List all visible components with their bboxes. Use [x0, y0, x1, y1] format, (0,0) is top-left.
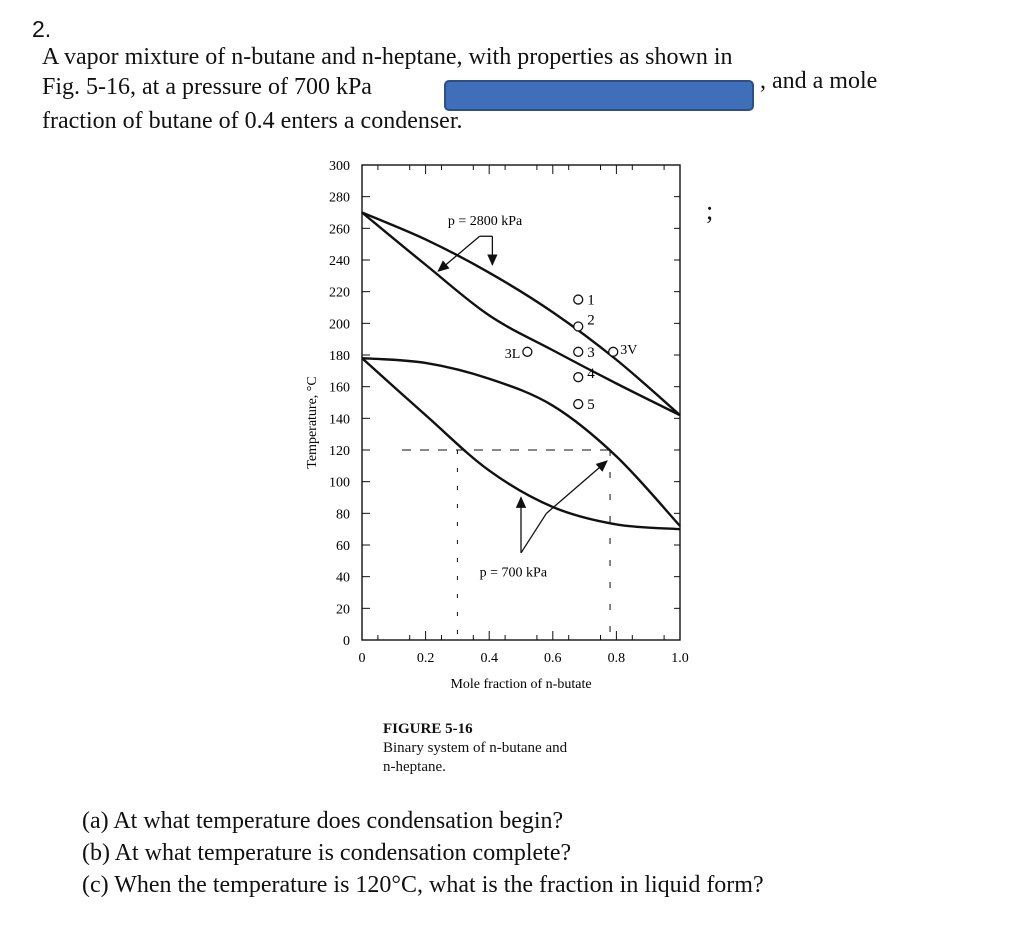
x-tick-label: 0.8	[607, 651, 626, 666]
problem-text-line-2: Fig. 5-16, at a pressure of 700 kPa	[42, 74, 372, 100]
y-tick-label: 180	[329, 349, 350, 364]
question-b: (b) At what temperature is condensation complete?	[82, 840, 572, 866]
pressure-label-2800: p = 2800 kPa	[447, 214, 523, 230]
pressure-label-700: p = 700 kPa	[479, 565, 548, 581]
problem-text-line-1: A vapor mixture of n-butane and n-heptane, with properties as shown in	[42, 44, 733, 70]
question-c: (c) When the temperature is 120°C, what is the fraction in liquid form?	[82, 872, 764, 898]
chart-axes	[305, 159, 689, 692]
y-tick-label: 120	[329, 444, 350, 459]
y-tick-label: 160	[329, 380, 350, 396]
question-a: (a) At what temperature does condensation begin?	[82, 808, 564, 834]
point-label-3: 3	[587, 344, 595, 361]
state-point-3V	[609, 347, 618, 356]
problem-text-line-2-end: , and a mole	[760, 68, 878, 94]
caption-line-2: n-heptane.	[383, 759, 446, 775]
y-axis-label: Temperature, °C	[305, 376, 320, 469]
y-tick-label: 60	[336, 539, 350, 554]
y-tick-label: 80	[336, 507, 350, 523]
y-tick-label: 40	[336, 570, 350, 586]
y-tick-label: 220	[329, 285, 350, 301]
y-tick-label: 300	[329, 159, 350, 174]
stray-mark: ;	[706, 196, 714, 225]
x-tick-label: 0.6	[544, 651, 562, 666]
x-tick-label: 0	[358, 651, 366, 666]
state-point-4	[574, 373, 583, 382]
x-axis-label: Mole fraction of n-butate	[450, 677, 592, 692]
state-point-3L	[523, 347, 532, 356]
caption-line-1: Binary system of n-butane and	[383, 740, 568, 756]
x-tick-label: 0.4	[480, 651, 498, 666]
y-tick-label: 100	[329, 475, 350, 491]
state-point-1	[574, 295, 583, 304]
y-tick-label: 240	[329, 254, 350, 269]
state-point-2	[574, 322, 583, 331]
state-point-5	[574, 400, 583, 409]
phase-curve-2	[362, 213, 680, 416]
point-label-3L: 3L	[504, 346, 521, 362]
p-high-arrow-to-dew	[438, 236, 479, 271]
x-tick-label: 1.0	[671, 651, 689, 666]
point-label-1: 1	[587, 292, 595, 309]
phase-diagram-chart	[290, 150, 710, 710]
point-label-4: 4	[587, 366, 595, 383]
point-label-2: 2	[587, 312, 595, 329]
y-tick-label: 280	[329, 190, 350, 206]
problem-number: 2.	[32, 16, 52, 42]
caption-title: FIGURE 5-16	[383, 721, 473, 737]
y-tick-label: 0	[343, 634, 350, 649]
state-point-3	[574, 347, 583, 356]
y-tick-label: 200	[329, 317, 350, 333]
y-tick-label: 20	[336, 602, 350, 618]
x-tick-label: 0.2	[416, 651, 435, 666]
point-label-5: 5	[587, 397, 595, 414]
phase-curve-1	[362, 213, 680, 416]
figure-caption	[383, 720, 567, 777]
y-tick-label: 140	[329, 412, 350, 428]
problem-text-line-3: fraction of butane of 0.4 enters a condenser.	[42, 108, 463, 134]
p-low-arrow-to-dew	[546, 461, 606, 513]
redaction-box	[444, 80, 754, 111]
p-low-diagonal	[521, 513, 546, 553]
y-tick-label: 260	[329, 222, 350, 238]
point-label-3V: 3V	[620, 342, 638, 358]
